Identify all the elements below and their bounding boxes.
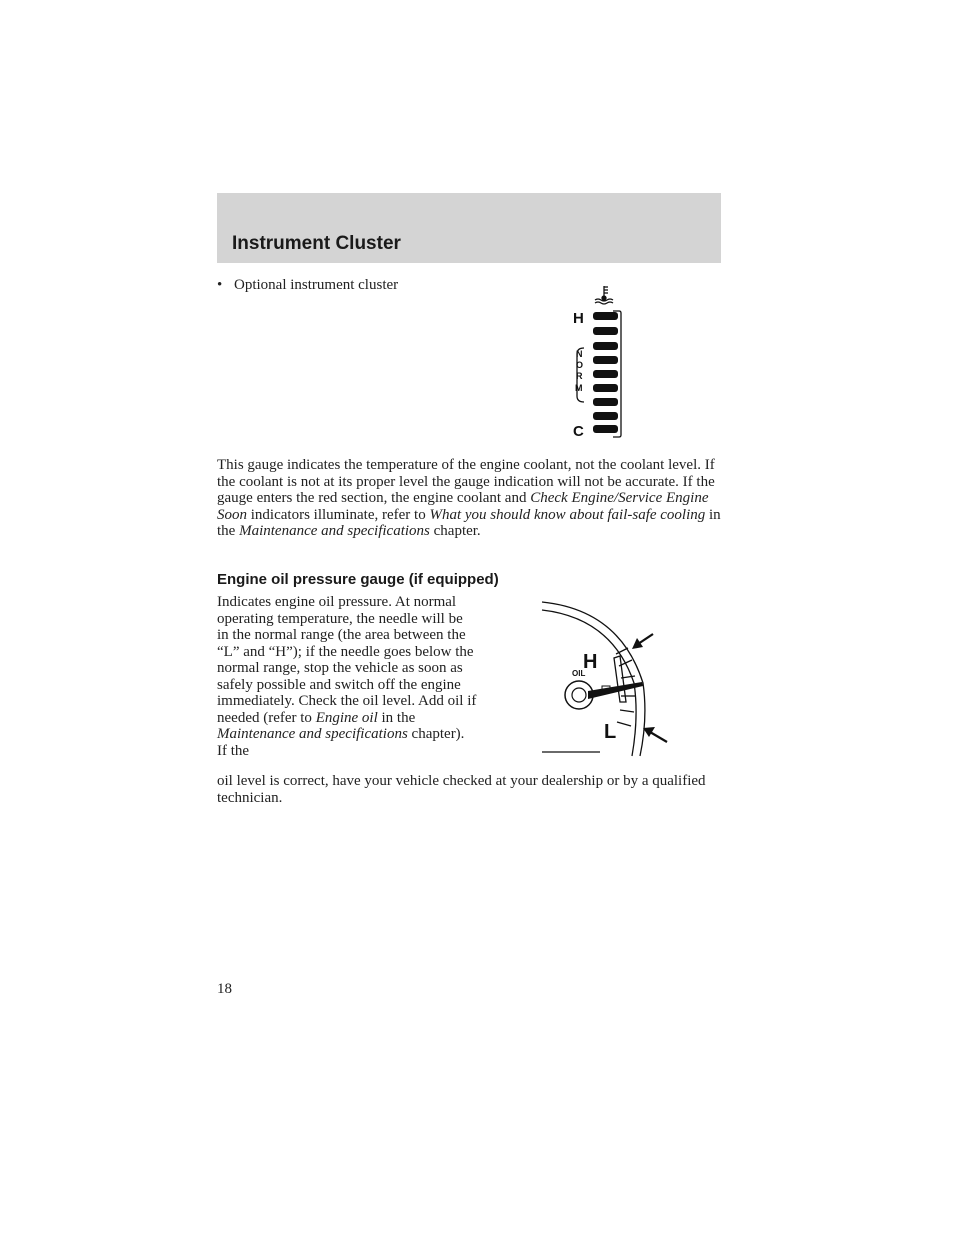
oil-pressure-gauge-figure [540, 598, 672, 758]
maintenance-chapter-reference: Maintenance and specifications [217, 726, 408, 742]
text-run: This gauge indicates the temperature of the engine coolant, not the coolant level. If the coolant is not at its proper level the gauge indication will not be accurate. If the gauge enters the red section, the engine coolant and [217, 457, 715, 506]
bullet-item-text: Optional instrument cluster [234, 277, 399, 293]
coolant-gauge-description [217, 457, 721, 540]
text-run: indicators illuminate, refer to [247, 506, 430, 523]
page-number: 18 [217, 981, 232, 997]
oil-label: OIL [572, 669, 586, 678]
section-title: Instrument Cluster [232, 233, 401, 254]
temp-segment [593, 398, 618, 406]
text-run: chapter). If the [217, 726, 465, 759]
temp-segment [593, 342, 618, 350]
temp-segment [593, 425, 618, 433]
oil-pressure-description [217, 594, 477, 759]
gauge-tick [620, 710, 634, 712]
text-run: chapter. [429, 523, 481, 539]
oil-low-label: L [604, 721, 617, 743]
oil-pressure-description-continued: oil level is correct, have your vehicle checked at your dealership or by a qualified technician. [217, 773, 706, 806]
oil-pressure-subheading: Engine oil pressure gauge (if equipped) [217, 571, 499, 588]
low-indicator-arrow [643, 727, 667, 742]
temp-segments [593, 312, 618, 433]
maintenance-chapter-reference: Maintenance and specifications [239, 523, 430, 539]
temp-segment [593, 312, 618, 320]
gauge-outer-arc [542, 602, 645, 756]
norm-letter-m: M [575, 383, 583, 393]
high-indicator-arrow [632, 634, 653, 649]
bullet-dot: • [217, 277, 223, 293]
temperature-gauge-figure [560, 282, 635, 442]
bullet-item [217, 277, 398, 294]
text-run: in the [217, 506, 721, 539]
temp-hot-label: H [573, 310, 584, 327]
temp-segment [593, 356, 618, 364]
temp-segment [593, 384, 618, 392]
gauge-inner-arc [542, 610, 636, 756]
temp-segment [593, 370, 618, 378]
engine-oil-reference: Engine oil [315, 709, 378, 726]
temp-segment [593, 412, 618, 420]
temp-cold-label: C [573, 423, 584, 440]
norm-letter-r: R [576, 371, 583, 381]
coolant-temperature-icon [595, 286, 613, 304]
norm-letter-o: O [576, 360, 584, 370]
fail-safe-cooling-reference: What you should know about fail-safe cooling [429, 506, 706, 523]
gauge-tick [617, 722, 631, 726]
text-run: Indicates engine oil pressure. At normal operating temperature, the needle will be in the normal range (the area between the “L” and “H”); if the needle goes below the normal range, stop the vehicle as soon as safely possible and switch off the engine immediately. Check the oil level. Add oil if needed (refer to [217, 594, 477, 726]
norm-letter-n: N [576, 349, 583, 359]
text-run: in the [377, 709, 416, 726]
check-engine-reference: Check Engine/Service Engine Soon [217, 490, 709, 523]
temp-segment [593, 327, 618, 335]
oil-high-label: H [583, 651, 598, 673]
